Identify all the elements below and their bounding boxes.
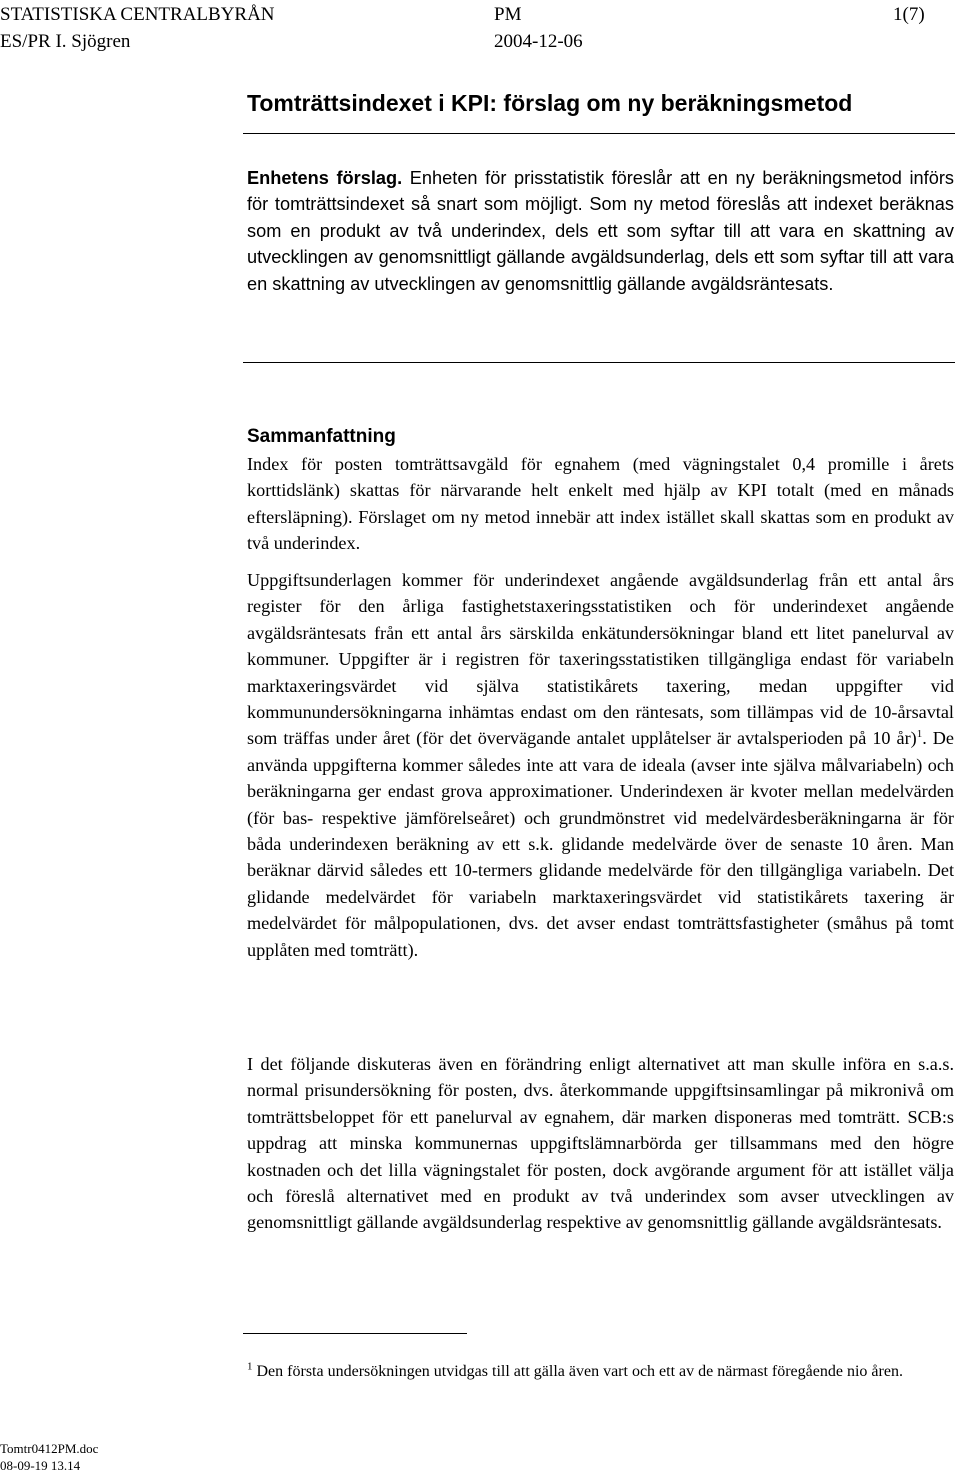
proposal-lead: Enhetens förslag.	[247, 168, 403, 188]
header-author: ES/PR I. Sjögren	[0, 31, 131, 52]
summary-paragraph-2-continuation: . De använda uppgifterna kommer således inte att vara de ideala (avser inte själva målvariabeln) och beräkningarna ger endast grova approximationer. Underindexen är kvoter mellan medelvärden (för bas- respektive jämförelseåret) och grundmönstret vid medelvärdesberäkningarna är för båda underindexen beräkning av ett s.k. glidande medelvärde över de senaste 10 åren. Man beräknar därvid således ett 10-termers glidande medelvärde för den tillgängliga variabeln. Det glidande medelvärdet för variabeln marktaxeringsvärdet vid statistikårets taxering är medelvärdet för målpopulationen, dvs. det avser endast tomträttsfastigheter (småhus på tomt upplåten med tomträtt).	[247, 728, 954, 960]
summary-paragraph-2	[247, 567, 954, 963]
title-rule	[243, 133, 955, 134]
summary-paragraph-2-text: Uppgiftsunderlagen kommer för underindexet angående avgäldsunderlag från ett antal års register för den årliga fastighetstaxeringsstatistiken och för underindexet angående avgäldsräntesats från ett antal års särskilda enkätundersökningar bland ett litet panelurval av kommuner. Uppgifter är i registren för taxeringsstatistiken tillgängliga endast för variabeln marktaxeringsvärdet vid själva statistikårets taxering, medan uppgifter vid kommunundersökningarna inhämtas endast om den räntesats, som tillämpas vid de 10-årsavtal som träffas under året (för det övervägande antalet upplåtelser är avtalsperioden på 10 år)	[247, 570, 954, 749]
footnote	[247, 1360, 954, 1384]
header-date: 2004-12-06	[494, 31, 583, 52]
header-doc-type: PM	[494, 4, 522, 25]
document-title: Tomträttsindexet i KPI: förslag om ny beräkningsmetod	[247, 90, 853, 116]
proposal-rule	[243, 362, 955, 363]
footnote-text: Den första undersökningen utvidgas till att gälla även vart och ett av de närmast föregående nio åren.	[252, 1363, 903, 1380]
proposal-paragraph	[247, 165, 954, 297]
summary-paragraph-1: Index för posten tomträttsavgäld för egnahem (med vägningstalet 0,4 promille i årets korttidslänk) skattas för närvarande helt enkelt med hjälp av KPI totalt (med en månads eftersläpning). Förslaget om ny metod innebär att index istället skall skattas som en produkt av två underindex.	[247, 454, 954, 554]
footer-filename: Tomtr0412PM.doc	[0, 1441, 99, 1456]
header-page-number: 1(7)	[893, 4, 925, 25]
footnote-mark: 1	[247, 1360, 253, 1373]
proposal-text: Enheten för prisstatistik föreslår att en ny beräkningsmetod införs för tomträttsindexet så snart som möjligt. Som ny metod föreslås att indexet beräknas som en produkt av två underindex, dels ett som syftar till att vara en skattning av utvecklingen av genomsnittligt gällande avgäldsunderlag, dels ett som syftar till att vara en skattning av utvecklingen av genomsnittlig gällande avgäldsräntesats.	[247, 168, 954, 294]
summary-heading: Sammanfattning	[247, 426, 396, 447]
header-org: STATISTISKA CENTRALBYRÅN	[0, 4, 275, 25]
summary-paragraph-3: I det följande diskuteras även en förändring enligt alternativet att man skulle införa en s.a.s. normal prisundersökning för posten, dvs. återkommande uppgiftsinsamlingar på mikronivå om tomträttsbeloppet för ett panelurval av egnahem, där marken disponeras med tomträtt. SCB:s uppdrag att minska kommunernas uppgiftslämnarbörda ger tillsammans med den högre kostnaden och det lilla vägningstalet för posten, dock avgörande argument för att istället välja och föreslå alternativet med en produkt av två underindex som avser utvecklingen av genomsnittligt gällande avgäldsunderlag respektive av genomsnittlig gällande avgäldsräntesats.	[247, 1054, 954, 1233]
footnote-reference: 1	[916, 728, 923, 741]
footnote-separator	[243, 1333, 467, 1334]
footer-timestamp: 08-09-19 13.14	[0, 1458, 81, 1473]
